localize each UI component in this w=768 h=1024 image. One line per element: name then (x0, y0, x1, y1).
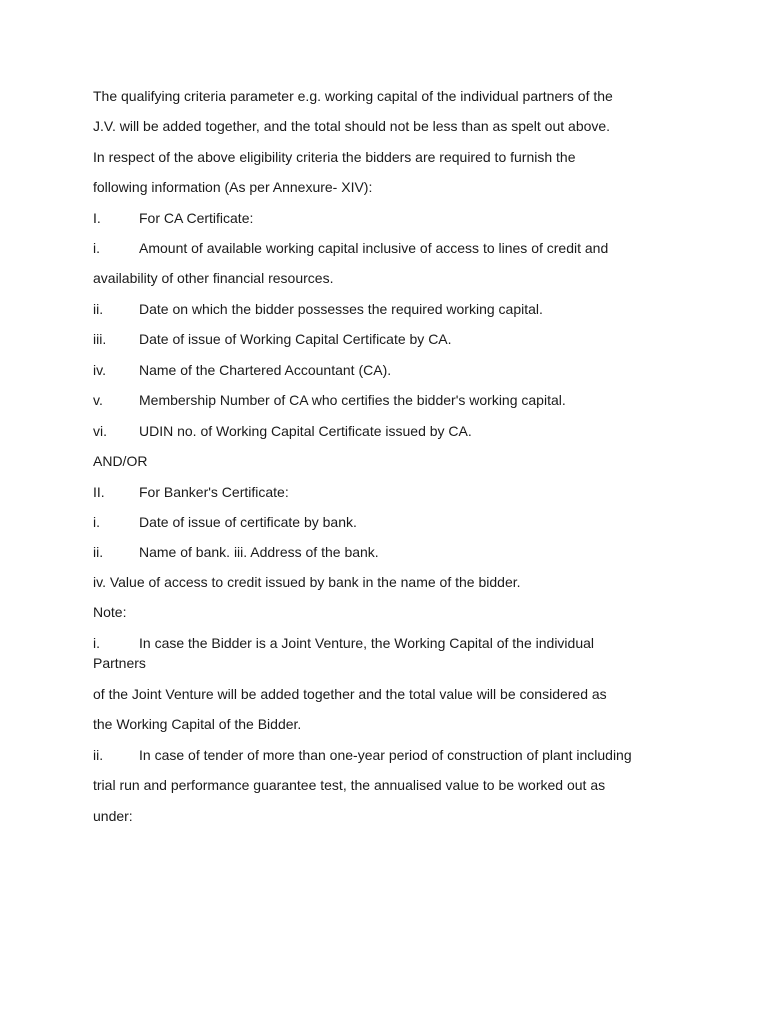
list-item-number: vi. (93, 423, 107, 439)
note-item-text: In case the Bidder is a Joint Venture, the Working Capital of the individual (139, 635, 595, 651)
list-item-text: Membership Number of CA who certifies the bidder's working capital. (139, 392, 566, 408)
section-1-title: For CA Certificate: (139, 210, 254, 226)
list-item-text: Name of the Chartered Accountant (CA). (139, 362, 392, 378)
list-item-text: Amount of available working capital inclusive of access to lines of credit and (139, 240, 609, 256)
list-item-number: iii. (93, 331, 107, 347)
list-item-number: v. (93, 392, 103, 408)
paragraph-2-line-2: following information (As per Annexure- XIV): (93, 179, 373, 195)
paragraph-2-line-1: In respect of the above eligibility criteria the bidders are required to furnish the (93, 149, 576, 165)
list-item-text: Date of issue of certificate by bank. (139, 514, 357, 530)
note-item-continuation: under: (93, 808, 133, 824)
note-item-continuation: of the Joint Venture will be added together and the total value will be considered as (93, 686, 607, 702)
list-item-text: Date on which the bidder possesses the required working capital. (139, 301, 543, 317)
note-item-text: In case of tender of more than one-year period of construction of plant including (139, 747, 632, 763)
note-item-continuation: the Working Capital of the Bidder. (93, 716, 302, 732)
list-item-text: Name of bank. iii. Address of the bank. (139, 544, 379, 560)
note-item-number: i. (93, 635, 100, 651)
paragraph-1-line-2: J.V. will be added together, and the total should not be less than as spelt out above. (93, 118, 611, 134)
section-2-extra-line: iv. Value of access to credit issued by bank in the name of the bidder. (93, 574, 521, 590)
list-item-number: ii. (93, 544, 104, 560)
connector-text: AND/OR (93, 453, 148, 469)
section-1-number: I. (93, 210, 101, 226)
list-item-text: UDIN no. of Working Capital Certificate issued by CA. (139, 423, 472, 439)
note-item-wrap: Partners (93, 655, 146, 671)
section-2-number: II. (93, 484, 105, 500)
list-item-number: iv. (93, 362, 106, 378)
note-item-number: ii. (93, 747, 104, 763)
list-item-continuation: availability of other financial resources. (93, 270, 334, 286)
list-item-text: Date of issue of Working Capital Certificate by CA. (139, 331, 452, 347)
note-label: Note: (93, 604, 127, 620)
paragraph-1-line-1: The qualifying criteria parameter e.g. working capital of the individual partners of the (93, 88, 613, 104)
list-item-number: ii. (93, 301, 104, 317)
list-item-number: i. (93, 514, 100, 530)
note-item-continuation: trial run and performance guarantee test, the annualised value to be worked out as (93, 777, 606, 793)
section-2-title: For Banker's Certificate: (139, 484, 289, 500)
list-item-number: i. (93, 240, 100, 256)
